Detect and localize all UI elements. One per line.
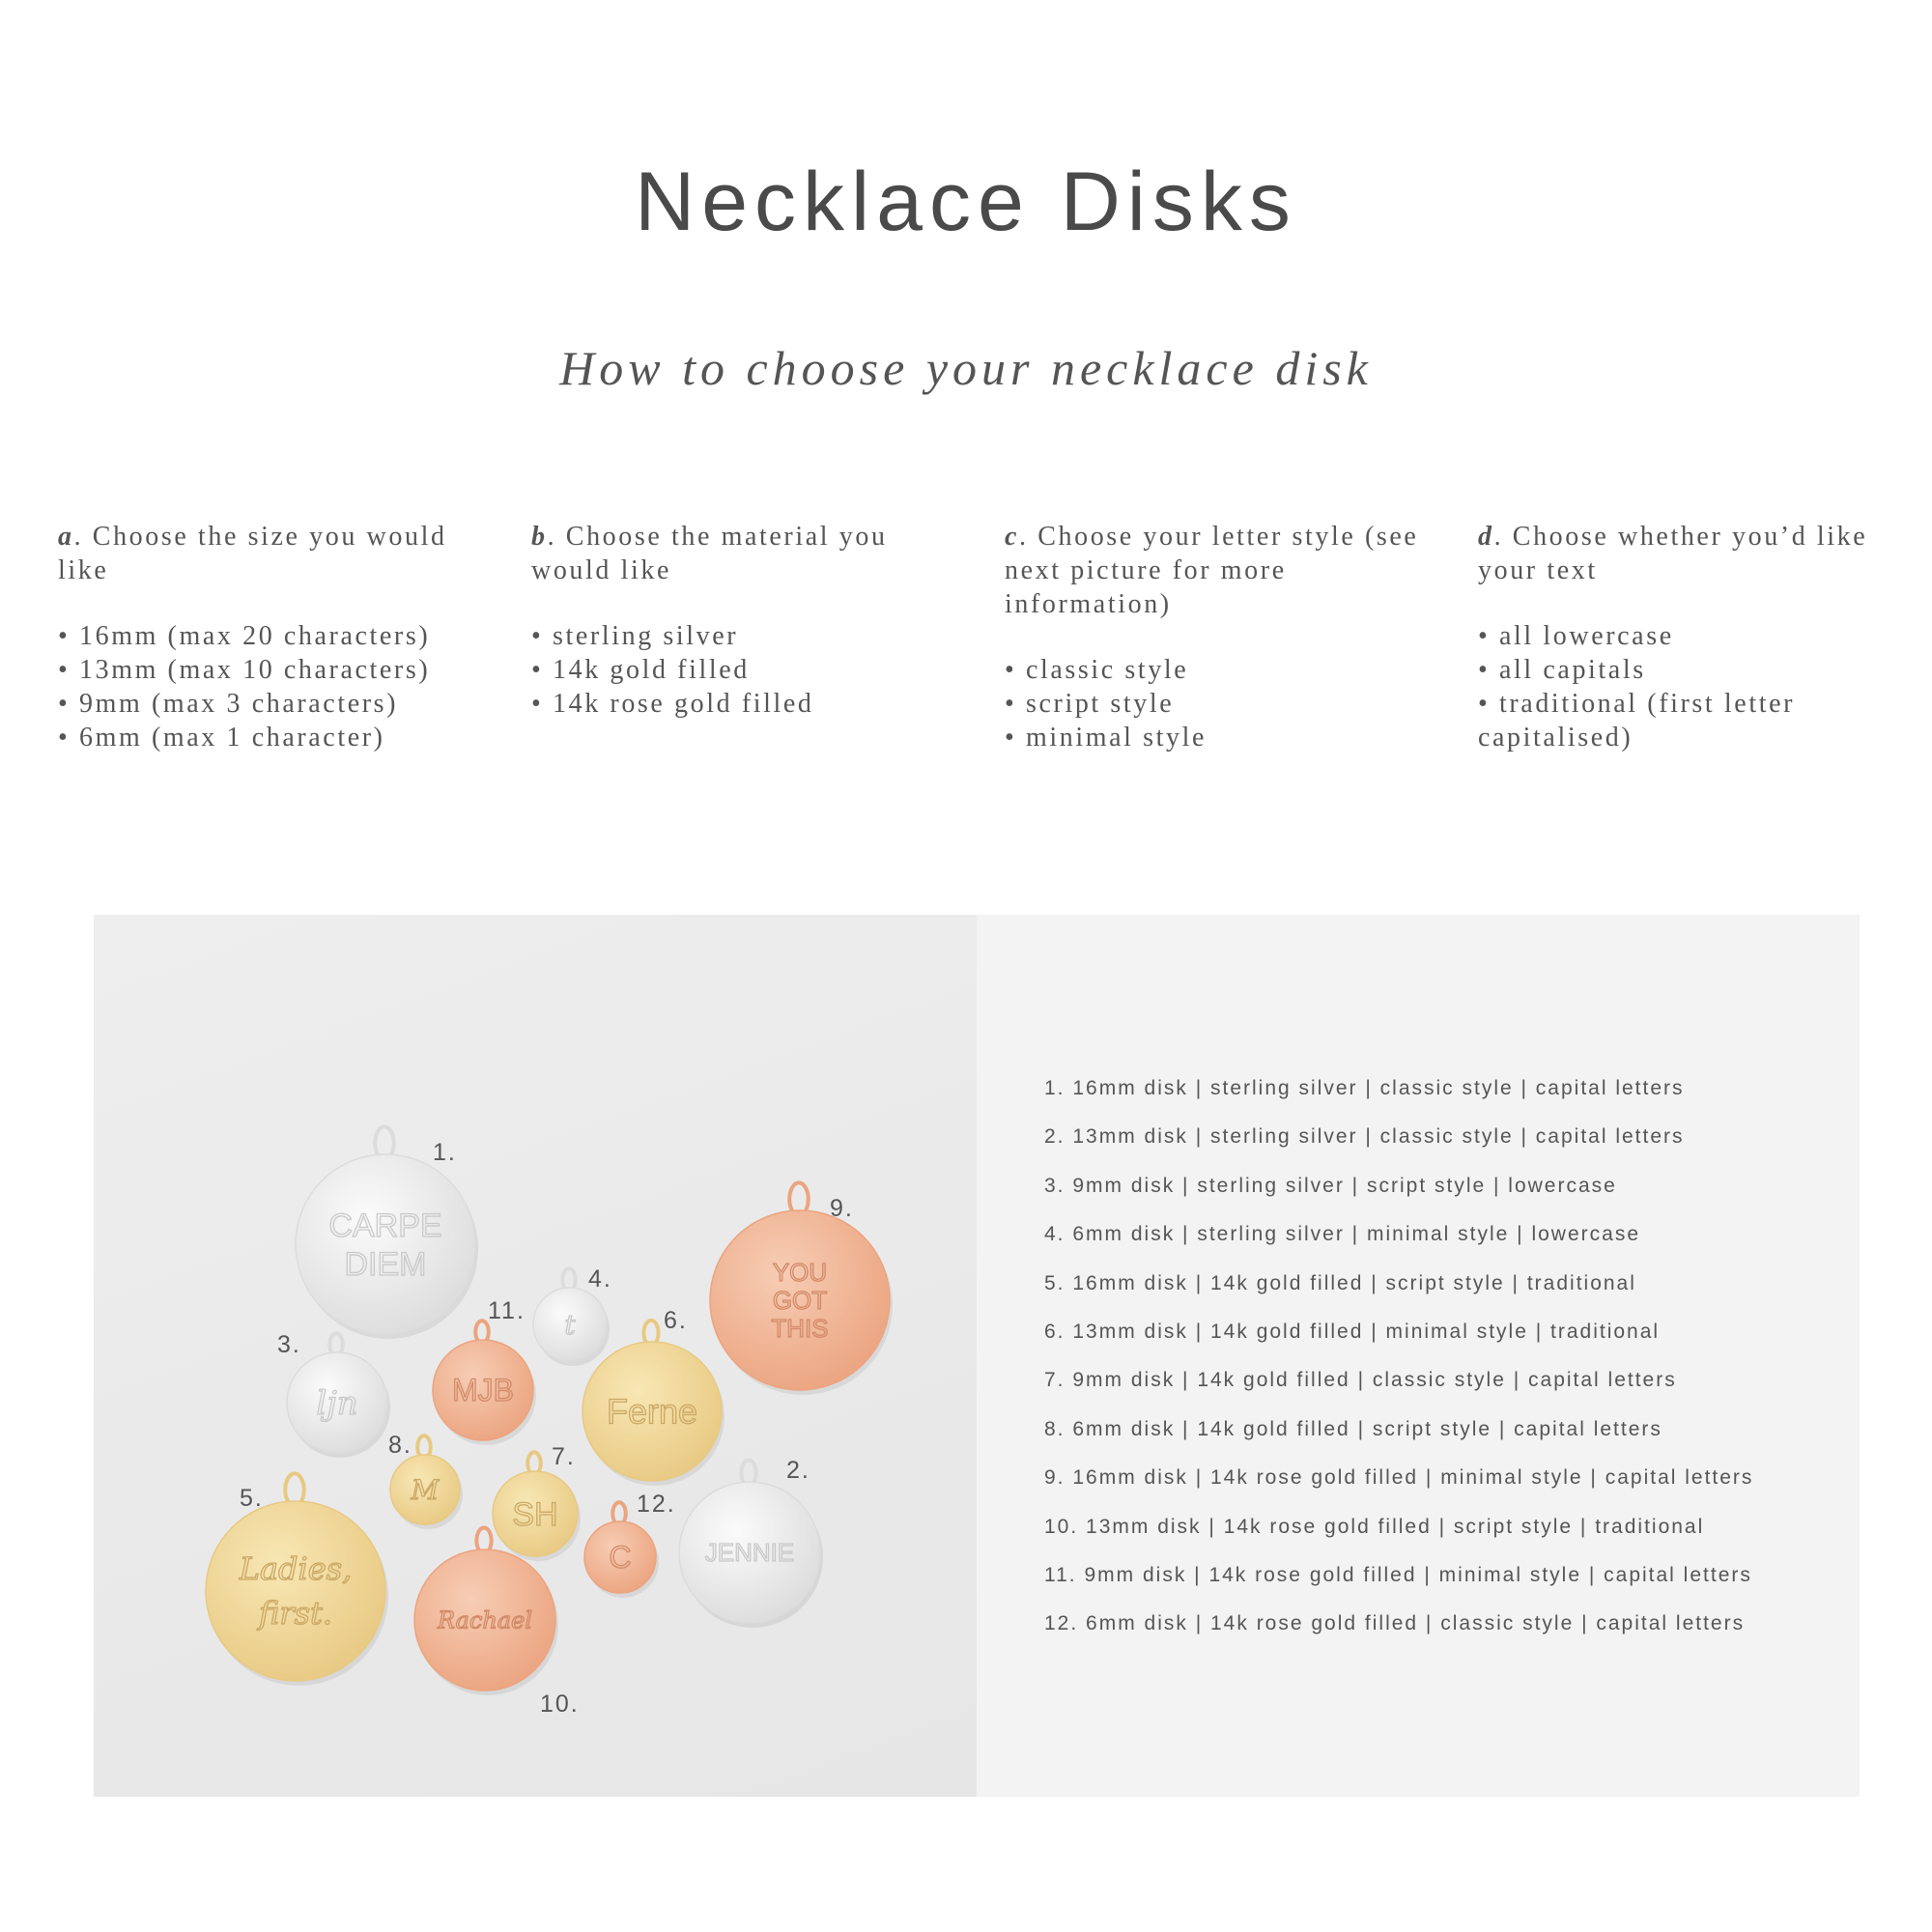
disk-engraving: THIS bbox=[771, 1314, 829, 1344]
disk-number-label: 1. bbox=[433, 1139, 457, 1166]
disk-body bbox=[296, 1154, 475, 1334]
disk-engraving: GOT bbox=[772, 1286, 828, 1316]
step-letter: c bbox=[1005, 522, 1020, 552]
disk-number-label: 7. bbox=[552, 1443, 576, 1470]
disk-engraving: YOU bbox=[772, 1258, 828, 1288]
option-6mm: • 6mm (max 1 character) bbox=[58, 723, 385, 753]
option-lowercase: • all lowercase bbox=[1478, 621, 1674, 651]
disk-4 bbox=[533, 1265, 612, 1366]
disk-number-label: 5. bbox=[240, 1485, 264, 1512]
option-capitals: • all capitals bbox=[1478, 655, 1646, 685]
legend-item: 12. 6mm disk | 14k rose gold filled | classic style | capital letters bbox=[1044, 1612, 1746, 1635]
disk-number-label: 6. bbox=[664, 1307, 688, 1334]
step-heading bbox=[1005, 520, 1430, 621]
legend-item: 7. 9mm disk | 14k gold filled | classic style | capital letters bbox=[1044, 1369, 1677, 1392]
disk-examples-panel bbox=[94, 915, 1860, 1797]
step-heading-text: . Choose the size you would like bbox=[58, 522, 447, 585]
page-subtitle: How to choose your necklace disk bbox=[559, 341, 1373, 395]
option-9mm: • 9mm (max 3 characters) bbox=[58, 689, 399, 719]
disk-engraving: Ferne bbox=[606, 1391, 698, 1432]
disk-engraving: first. bbox=[258, 1595, 333, 1633]
legend-item: 9. 16mm disk | 14k rose gold filled | minimal style | capital letters bbox=[1044, 1466, 1754, 1490]
step-heading-text: . Choose your letter style (see next picture for more information) bbox=[1005, 522, 1419, 619]
disk-legend bbox=[1044, 1074, 1836, 1659]
step-size bbox=[58, 520, 483, 754]
step-options bbox=[531, 619, 956, 721]
page-title: Necklace Disks bbox=[635, 156, 1297, 248]
step-options bbox=[58, 619, 483, 754]
legend-item: 6. 13mm disk | 14k gold filled | minimal style | traditional bbox=[1044, 1320, 1661, 1343]
step-heading bbox=[1478, 520, 1884, 587]
option-classic-style: • classic style bbox=[1005, 655, 1189, 685]
step-heading-text: . Choose the material you would like bbox=[531, 522, 888, 585]
disk-engraving: CARPE bbox=[328, 1207, 442, 1244]
disk-photo bbox=[94, 915, 977, 1797]
disk-number-label: 3. bbox=[277, 1331, 301, 1358]
legend-item: 1. 16mm disk | sterling silver | classic style | capital letters bbox=[1044, 1077, 1685, 1099]
step-letter-style bbox=[1005, 520, 1430, 754]
option-minimal-style: • minimal style bbox=[1005, 723, 1208, 753]
disk-3 bbox=[277, 1331, 390, 1458]
disk-number-label: 8. bbox=[388, 1432, 412, 1459]
disk-12 bbox=[584, 1491, 676, 1598]
step-text-case bbox=[1478, 520, 1884, 754]
option-traditional: • traditional (first letter capitalised) bbox=[1478, 689, 1796, 753]
step-letter: d bbox=[1478, 522, 1494, 552]
disk-engraving: MJB bbox=[452, 1373, 514, 1408]
disk-engraving: t bbox=[564, 1308, 576, 1341]
option-sterling-silver: • sterling silver bbox=[531, 621, 739, 651]
step-options bbox=[1478, 619, 1884, 754]
legend-item: 11. 9mm disk | 14k rose gold filled | minimal style | capital letters bbox=[1044, 1563, 1752, 1586]
disk-engraving: C bbox=[609, 1540, 632, 1576]
disk-engraving: DIEM bbox=[344, 1245, 427, 1283]
legend-item: 10. 13mm disk | 14k rose gold filled | script style | traditional bbox=[1044, 1515, 1705, 1538]
disk-number-label: 10. bbox=[540, 1690, 580, 1718]
disk-illustration bbox=[94, 915, 977, 1797]
disk-engraving: Rachael bbox=[437, 1606, 533, 1634]
step-letter: a bbox=[58, 522, 74, 552]
disk-engraving: ljn bbox=[316, 1383, 358, 1423]
step-heading bbox=[58, 520, 483, 587]
step-options bbox=[1005, 653, 1430, 754]
disk-number-label: 2. bbox=[786, 1457, 810, 1484]
disk-engraving: M bbox=[411, 1473, 440, 1506]
legend-item: 8. 6mm disk | 14k gold filled | script style | capital letters bbox=[1044, 1417, 1662, 1440]
step-letter: b bbox=[531, 522, 548, 552]
option-gold-filled: • 14k gold filled bbox=[531, 655, 750, 685]
disk-number-label: 4. bbox=[588, 1265, 612, 1293]
step-heading-text: . Choose whether you’d like your text bbox=[1478, 522, 1868, 585]
legend-item: 4. 6mm disk | sterling silver | minimal style | lowercase bbox=[1044, 1223, 1640, 1246]
disk-5 bbox=[206, 1473, 388, 1686]
disk-engraving: SH bbox=[512, 1495, 558, 1533]
disk-1 bbox=[296, 1126, 478, 1339]
disk-number-label: 12. bbox=[637, 1491, 676, 1518]
option-16mm: • 16mm (max 20 characters) bbox=[58, 621, 431, 651]
step-heading bbox=[531, 520, 956, 587]
disk-engraving: JENNIE bbox=[704, 1538, 795, 1568]
disk-11 bbox=[433, 1297, 536, 1445]
disk-2 bbox=[679, 1457, 823, 1628]
disk-9 bbox=[710, 1182, 893, 1395]
option-rose-gold-filled: • 14k rose gold filled bbox=[531, 689, 814, 719]
disk-8 bbox=[388, 1432, 463, 1529]
option-13mm: • 13mm (max 10 characters) bbox=[58, 655, 431, 685]
legend-item: 5. 16mm disk | 14k gold filled | script style | traditional bbox=[1044, 1271, 1636, 1294]
option-script-style: • script style bbox=[1005, 689, 1175, 719]
disk-number-label: 9. bbox=[830, 1195, 854, 1222]
disk-engraving: Ladies, bbox=[239, 1550, 353, 1588]
legend-item: 3. 9mm disk | sterling silver | script style | lowercase bbox=[1044, 1174, 1617, 1197]
legend-item: 2. 13mm disk | sterling silver | classic style | capital letters bbox=[1044, 1125, 1685, 1149]
step-material bbox=[531, 520, 956, 721]
disk-7 bbox=[493, 1443, 581, 1561]
disk-number-label: 11. bbox=[488, 1297, 526, 1324]
disk-body bbox=[206, 1501, 385, 1681]
